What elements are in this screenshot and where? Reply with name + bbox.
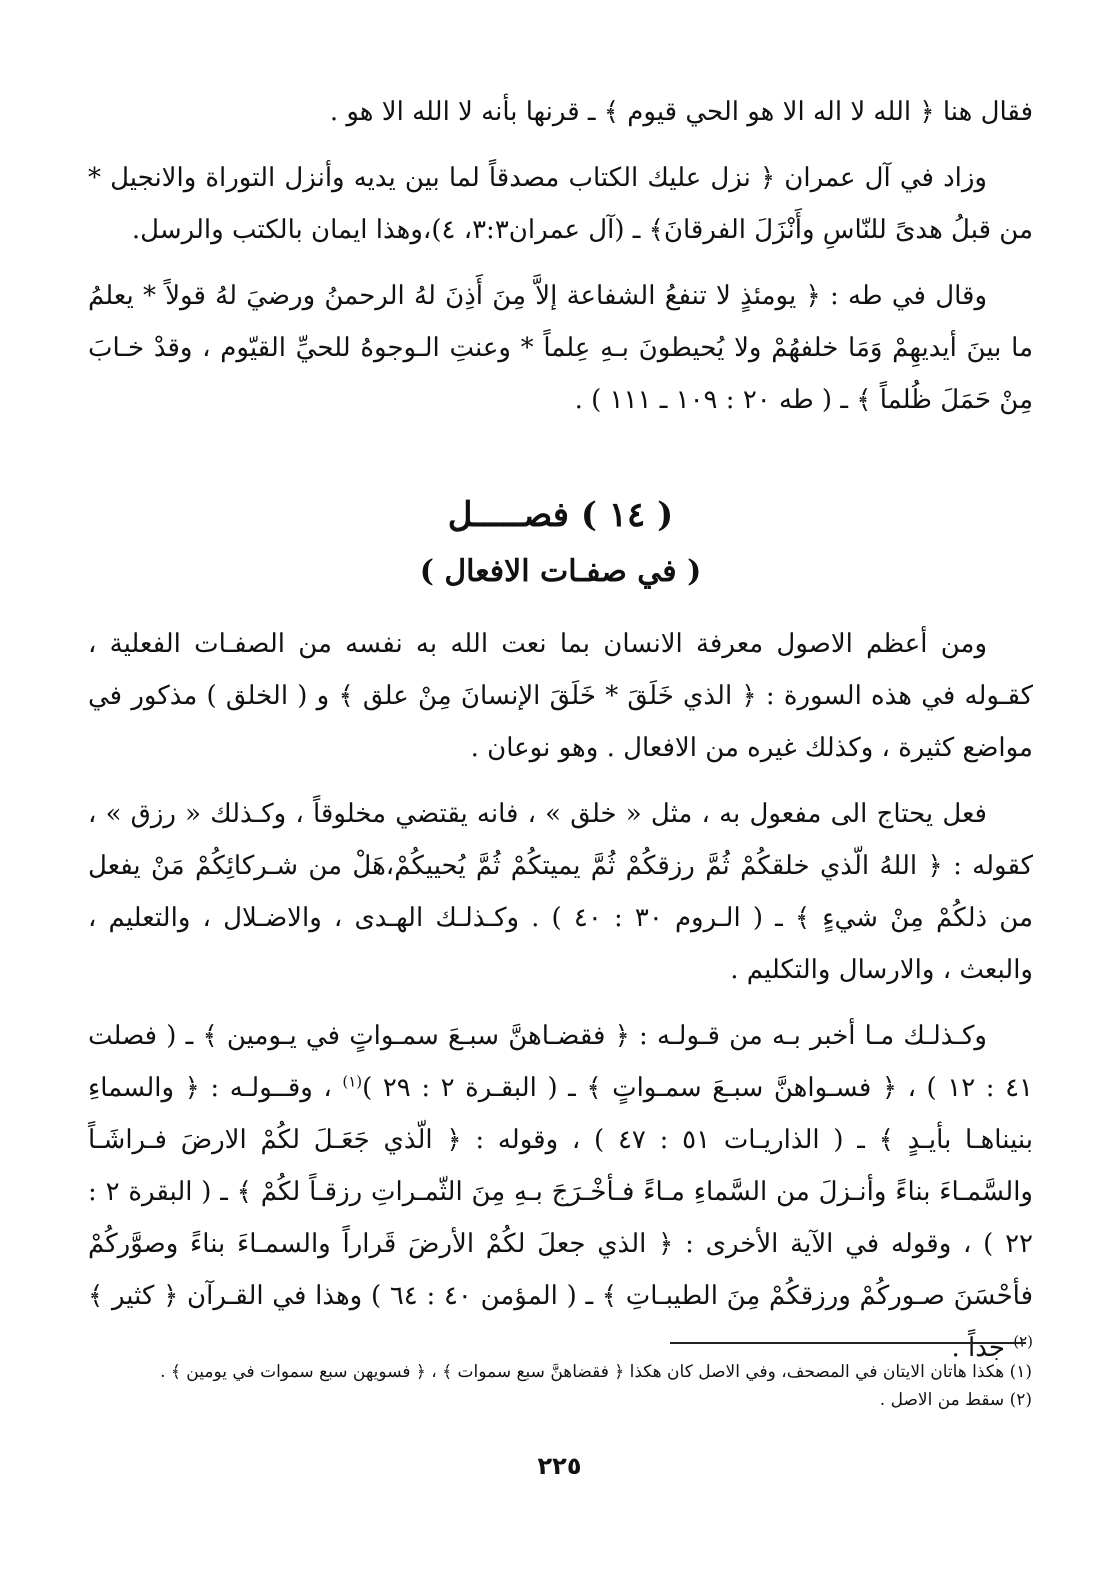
paragraph-2: وزاد في آل عمران ﴿ نزل عليك الكتاب مصدقاً لما بين يديه وأنزل التوراة والانجيل * من قبلُ هدىً للنّاسِ وأَنْزَلَ الفرقانَ﴾ ـ (آل عمران٣:٣، ٤)،وهذا ايمان بالكتب والرسل. bbox=[88, 163, 1033, 245]
section-title: ( ١٤ ) فصـــــل bbox=[447, 495, 674, 535]
paragraph-1: فقال هنا ﴿ الله لا اله الا هو الحي قيوم ﴾ ـ قرنها بأنه لا الله الا هو . bbox=[329, 97, 1033, 127]
footnote-separator bbox=[670, 1342, 1026, 1344]
footnote-ref-2: (٢) bbox=[1013, 1332, 1033, 1351]
paragraph-3: وقال في طه : ﴿ يومئذٍ لا تنفعُ الشفاعة إلاَّ مِنَ أَذِنَ لهُ الرحمنُ ورضيَ لهُ قولاً * يعلمُ ما بينَ أيديهِمْ وَمَا خلفهُمْ ولا يُحيطونَ بـهِ عِلماً * وعنتِ الـوجوهُ للحيِّ القيّوم ، وقدْ خـابَ مِنْ حَمَلَ ظُلماً ﴾ ـ ( طه ٢٠ : ١٠٩ ـ ١١١ ) . bbox=[88, 281, 1033, 415]
paragraph-6-part-2: ، وقــولـه : ﴿ والسماءِ بنيناهـا بأيـدٍ ﴾ ـ ( الذاريـات ٥١ : ٤٧ ) ، وقوله : ﴿ الّذي جَعَـلَ لكُمْ الارضَ فـراشَـاً والسَّمـاءَ بناءً وأنـزلَ من السَّماءِ مـاءً فـأخْـرَجَ بـهِ مِنَ الثّمـراتِ رزقـاً لكُمْ ﴾ ـ ( البقرة ٢ : ٢٢ ) ، وقوله في الآية الأخرى : ﴿ الذي جعلَ لكُمْ الأرضَ قَراراً والسمـاءَ بناءً وصوَّركُمْ فأحْسَنَ صـوركُمْ ورزقكُمْ مِنَ الطيبـاتِ ﴾ ـ ( المؤمن ٤٠ : ٦٤ ) وهذا في القـرآن ﴿ كثير ﴾ bbox=[88, 1073, 1034, 1311]
footnote-2: (٢) سقط من الاصل . bbox=[879, 1390, 1032, 1410]
page-number: ٢٢٥ bbox=[537, 1452, 582, 1480]
section-heading bbox=[88, 488, 1033, 598]
section-subtitle: ( في صفـات الافعال ) bbox=[419, 554, 702, 589]
paragraph-6-part-3: جداً . bbox=[951, 1333, 1005, 1363]
paragraph-4: ومن أعظم الاصول معرفة الانسان بما نعت الله به نفسه من الصفـات الفعلية ، كقـوله في هذه السورة : ﴿ الذي خَلَقَ * خَلَقَ الإنسانَ مِنْ علق ﴾ و ( الخلق ) مذكور في مواضع كثيرة ، وكذلك غيره من الافعال . وهو نوعان . bbox=[88, 629, 1033, 763]
paragraph-6-part-1: وكـذلـك مـا أخبر بـه من قـولـه : ﴿ فقضـاهنَّ سبـعَ سمـواتٍ في يـومين ﴾ ـ ( فصلت ٤١ : ١٢ ) ، ﴿ فسـواهنَّ سبـعَ سمـواتٍ ﴾ ـ ( البقـرة ٢ : ٢٩ ) bbox=[88, 1021, 1033, 1103]
footnote-1: (١) هكذا هاتان الايتان في المصحف، وفي الاصل كان هكذا ﴿ فقضاهنَّ سبع سموات ﴾ ، ﴿ فسويهن سبع سموات في يومين ﴾ . bbox=[160, 1362, 1032, 1382]
main-text bbox=[88, 86, 1033, 1388]
paragraph-5: فعل يحتاج الى مفعول به ، مثل « خلق » ، فانه يقتضي مخلوقاً ، وكـذلك « رزق » ، كقوله : ﴿ اللهُ الّذي خلقكُمْ ثُمَّ رزقكُمْ ثُمَّ يميتكُمْ ثُمَّ يُحييكُمْ،هَلْ من شـركائِكُمْ مَنْ يفعل من ذلكُمْ مِنْ شيءٍ ﴾ ـ ( الـروم ٣٠ : ٤٠ ) . وكـذلـك الهـدى ، والاضـلال ، والتعليم ، والبعث ، والارسال والتكليم . bbox=[88, 799, 1034, 985]
paragraph-6 bbox=[88, 1010, 1033, 1374]
footnote-ref-1: (١) bbox=[342, 1072, 363, 1091]
footnotes bbox=[150, 1358, 1032, 1414]
